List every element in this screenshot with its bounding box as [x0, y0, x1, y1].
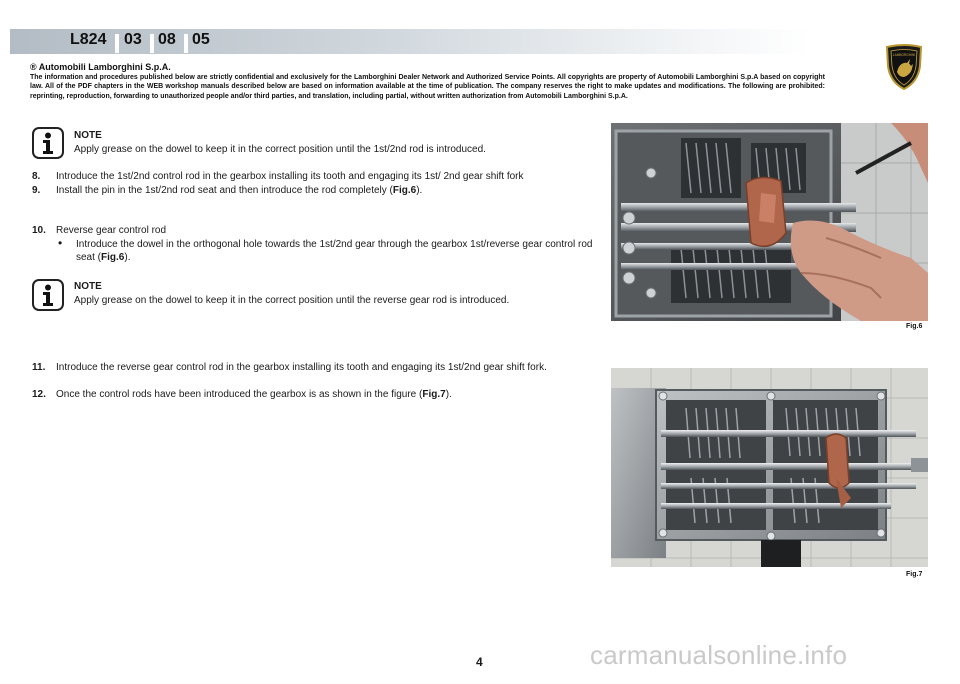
step-12 — [32, 388, 604, 401]
step-8 — [32, 170, 604, 183]
step-text: Once the control rods have been introduced the gearbox is as shown in the figure (Fig.7). — [56, 389, 452, 400]
step-number: 12. — [32, 389, 46, 400]
note-heading: NOTE — [74, 130, 102, 141]
figure-reference: Fig.7 — [422, 389, 446, 400]
copyright-text: The information and procedures published below are strictly confidential and exclusively for the Lamborghini Dealer Network and Authorized Service Points. All copyrights are property of Automobili Lamborghini S.p.A based on copyright law. All of the PDF chapters in the WEB workshop manuals described below are based on information available at the time of publication. The company reserves the right to make updates and modifications. The following are prohibited: reprinting, reproduction, forwarding to unauthorized people and/or third parties, and translation, including partial, without written authorization from Automobili Lamborghini S.p.A. — [30, 74, 825, 100]
header-separator — [184, 34, 188, 53]
step-number: 10. — [32, 225, 46, 236]
header-separator — [150, 34, 154, 53]
fig7-gearbox-photo — [611, 368, 928, 567]
header-separator — [115, 34, 119, 53]
figure-reference: Fig.6 — [392, 185, 417, 196]
bullet-icon: • — [58, 236, 63, 250]
info-icon — [32, 279, 64, 311]
doc-code-model: L824 — [70, 31, 107, 48]
logo-text: LAMBORGHINI — [892, 53, 916, 57]
step-number: 9. — [32, 185, 41, 196]
doc-code-section: 08 — [158, 31, 176, 48]
info-icon — [32, 127, 64, 159]
step-10-bullet — [58, 236, 604, 264]
figure-caption: Fig.7 — [906, 571, 923, 578]
note-text: Apply grease on the dowel to keep it in the correct position until the 1st/2nd rod is introduced. — [74, 144, 486, 155]
step-number: 11. — [32, 362, 46, 373]
doc-code-page: 05 — [192, 31, 210, 48]
step-number: 8. — [32, 171, 41, 182]
figure-reference: Fig.6 — [101, 252, 125, 263]
step-11 — [32, 361, 604, 374]
step-text: Install the pin in the 1st/2nd rod seat and then introduce the rod completely (Fig.6). — [56, 185, 423, 196]
note-text: Apply grease on the dowel to keep it in the correct position until the reverse gear rod is introduced. — [74, 295, 510, 306]
copyright-title: ® Automobili Lamborghini S.p.A. — [30, 62, 171, 72]
step-10 — [32, 224, 604, 237]
figure-caption: Fig.6 — [906, 323, 923, 330]
fig6-gearbox-photo — [611, 123, 928, 321]
note-heading: NOTE — [74, 281, 102, 292]
bullet-text: Introduce the dowel in the orthogonal hole towards the 1st/2nd gear through the gearbox 1st/reverse gear control rod seat (Fig.6). — [76, 239, 593, 263]
watermark-text: carmanualsonline.info — [590, 640, 848, 670]
step-text: Reverse gear control rod — [56, 225, 167, 236]
step-text: Introduce the 1st/2nd control rod in the gearbox installing its tooth and engaging its 1st/ 2nd gear shift fork — [56, 171, 524, 182]
page-number: 4 — [476, 655, 483, 669]
lamborghini-bull-shield-icon — [884, 44, 924, 90]
step-9 — [32, 184, 604, 197]
step-text: Introduce the reverse gear control rod in the gearbox installing its tooth and engaging its 1st/2nd gear shift fork. — [56, 362, 547, 373]
doc-code-group: 03 — [124, 31, 142, 48]
